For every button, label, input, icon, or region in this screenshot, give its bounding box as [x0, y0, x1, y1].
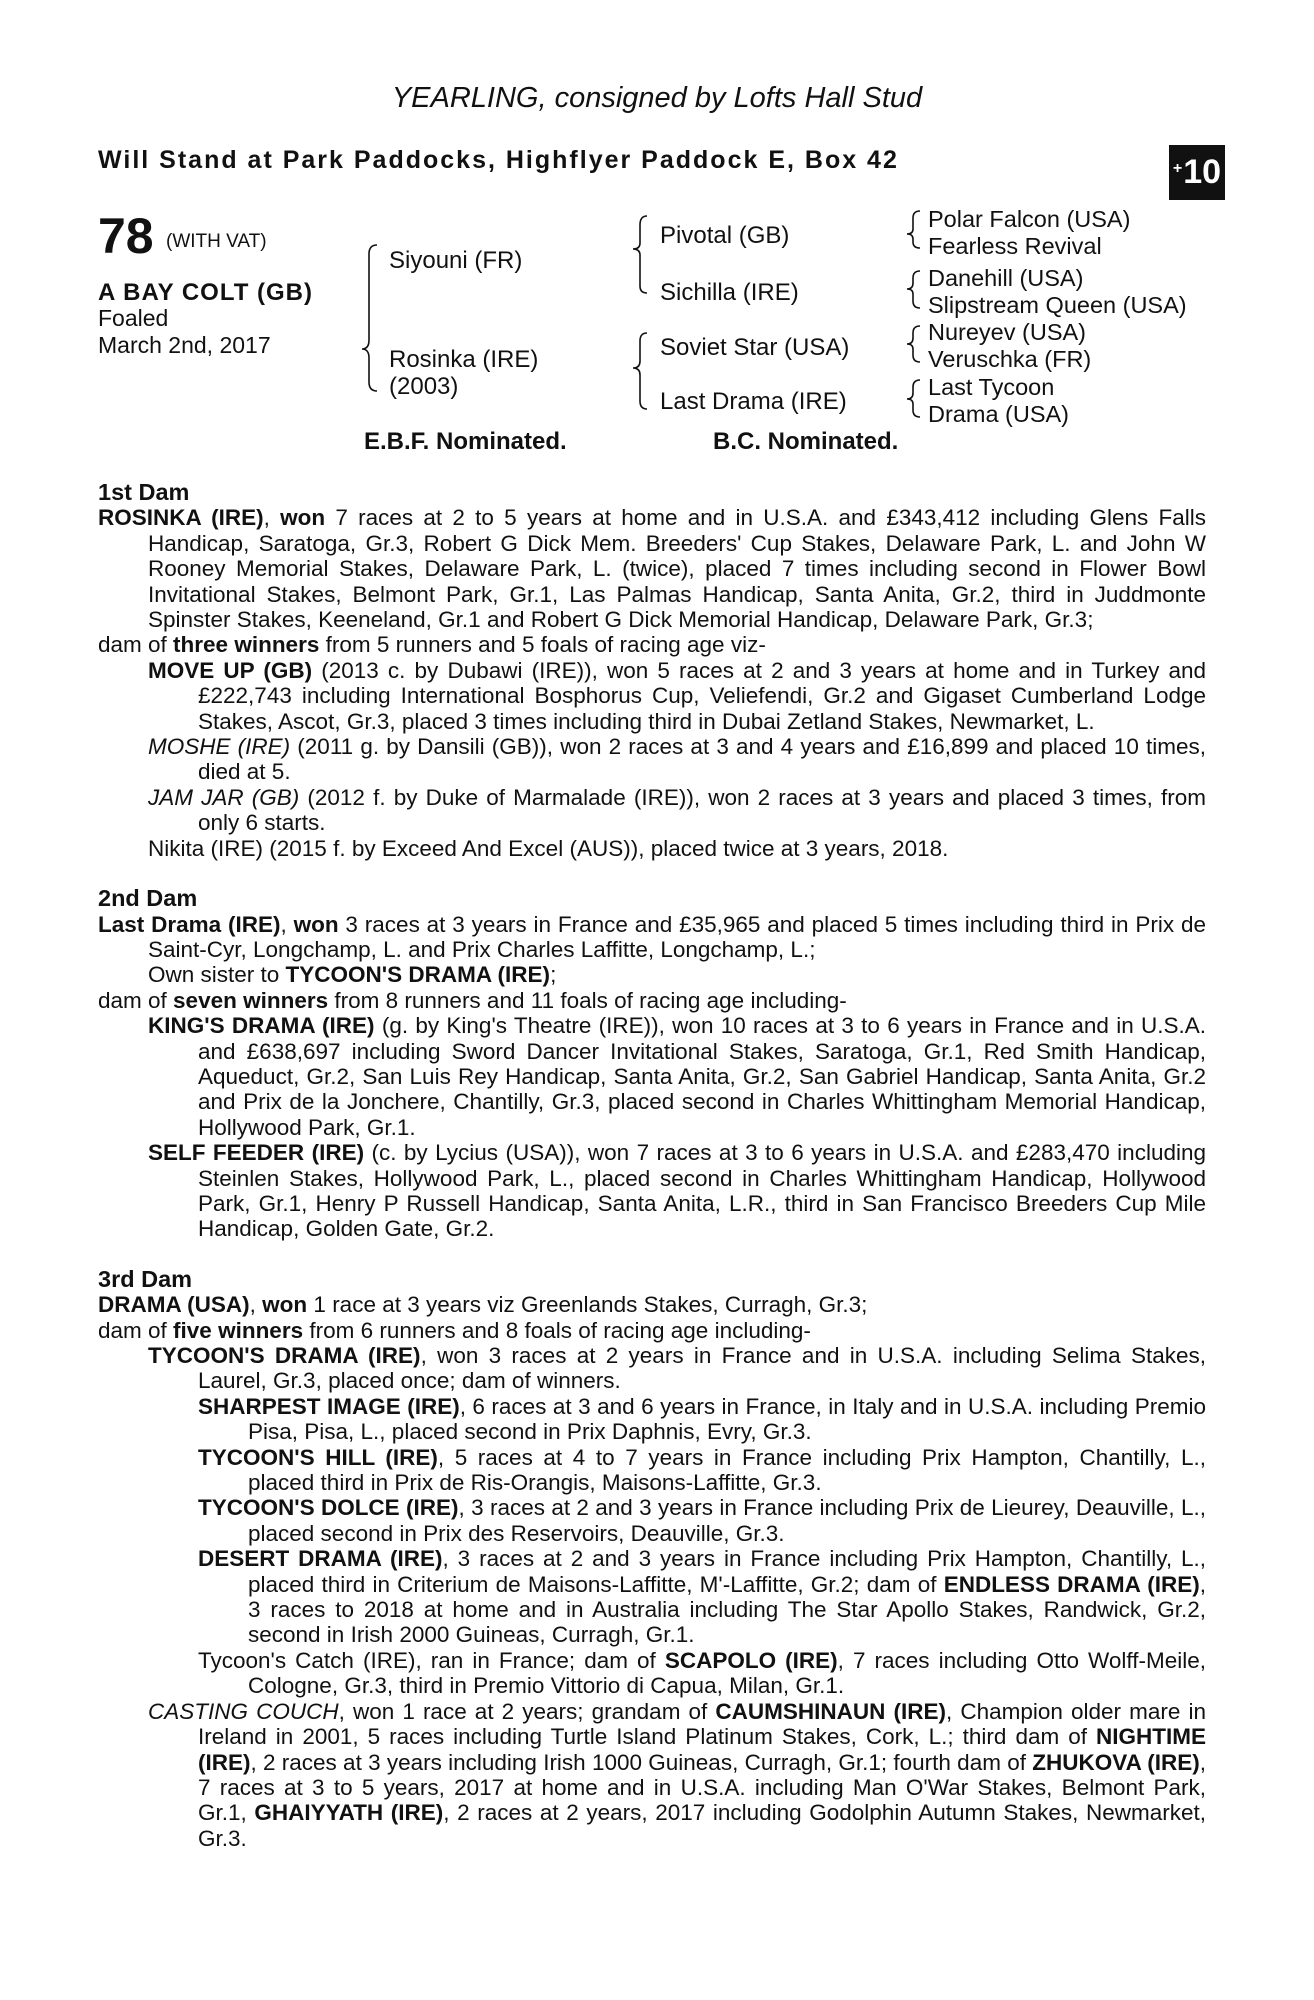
- progeny-text: (2013 c. by Dubawi (IRE)), won 5 races at 2 and 3 years at home and in Turkey and £222,743 including International Bosphorus Cup, Veliefendi, Gr.2 and Gigaset Cumberland Lodge Stakes, Ascot, Gr.3, placed 3 times including third in Dubai Zetland Stakes, Newmarket, L.: [198, 657, 1206, 734]
- progeny-text: , 7 races at 3 to 5 years, 2017 at home and in U.S.A. including Man O'War Stakes, Belmont Park, Gr.1,: [198, 1749, 1206, 1826]
- first-dam-name: ROSINKA (IRE): [98, 505, 264, 531]
- location-line: Will Stand at Park Paddocks, Highflyer Paddock E, Box 42: [98, 146, 899, 174]
- progeny-name: MOVE UP (GB): [148, 657, 313, 683]
- bracket-gen3-3: [907, 326, 920, 362]
- progeny-text: , 2 races at 3 years including Irish 1000 Guineas, Curragh, Gr.1; fourth dam of: [250, 1749, 1033, 1775]
- bracket-gen1: [362, 245, 377, 391]
- progeny-name: JAM JAR (GB): [148, 784, 300, 810]
- progeny-name: KING'S DRAMA (IRE): [148, 1013, 375, 1039]
- sister-name: TYCOON'S DRAMA (IRE): [285, 962, 551, 988]
- progeny-move-up: [98, 658, 1206, 734]
- bracket-gen3-4: [907, 380, 920, 417]
- progeny-kings-drama: [98, 1013, 1206, 1140]
- pedigree-gen3-4: Slipstream Queen (USA): [928, 292, 1187, 318]
- bracket-gen3-1: [907, 211, 920, 248]
- progeny-name: Tycoon's Catch (IRE): [198, 1647, 416, 1673]
- third-dam-won: won: [262, 1292, 308, 1318]
- pedigree-dam: Rosinka (IRE): [389, 346, 539, 373]
- bracket-gen2-bottom: [633, 333, 647, 409]
- second-dam-name: Last Drama (IRE): [98, 911, 281, 937]
- sister-prefix: Own sister to: [148, 962, 286, 988]
- first-dam-produce: [98, 632, 1206, 657]
- badge-mark: +: [1172, 159, 1183, 177]
- progeny-name: TYCOON'S DOLCE (IRE): [198, 1495, 459, 1521]
- dam-of-suffix: from 6 runners and 8 foals of racing age including-: [303, 1317, 811, 1343]
- dam-of-suffix: from 8 runners and 11 foals of racing age including-: [328, 987, 847, 1013]
- pedigree-sire-dam: Sichilla (IRE): [660, 279, 799, 306]
- progeny-child-name: ENDLESS DRAMA (IRE): [943, 1571, 1200, 1597]
- bc-nomination: B.C. Nominated.: [713, 428, 899, 455]
- progeny-nikita: [98, 836, 1206, 861]
- descendant-name: CAUMSHINAUN (IRE): [715, 1698, 946, 1724]
- progeny-tycoons-drama: [98, 1343, 1206, 1394]
- third-dam-name: DRAMA (USA): [98, 1292, 250, 1318]
- third-dam-record-text: 1 race at 3 years viz Greenlands Stakes, Curragh, Gr.3;: [307, 1292, 868, 1318]
- progeny-child-text: , 3 races to 2018 at home and in Australia including The Star Apollo Stakes, Randwick, Gr.2, second in Irish 2000 Guineas, Curragh, Gr.1.: [248, 1571, 1207, 1648]
- first-dam-heading: 1st Dam: [98, 479, 190, 505]
- first-dam-record: ROSINKA (IRE), won 7 races at 2 to 5 years at home and in U.S.A. and £343,412 including Glens Falls Handicap, Saratoga, Gr.3, Robert G Dick Mem. Breeders' Cup Stakes, Delaware Park, L. and John W Rooney Memorial Stakes, Delaware Park, L. (twice), placed 7 times including second in Flower Bowl Invitational Stakes, Belmont Park, Gr.1, Las Palmas Handicap, Santa Anita, Gr.2, third in Juddmonte Spinster Stakes, Keeneland, Gr.1 and Robert G Dick Memorial Handicap, Delaware Park, Gr.3;: [98, 505, 1206, 633]
- lot-number: 78: [98, 208, 154, 264]
- second-dam-winners: seven winners: [173, 987, 329, 1013]
- third-dam-record: DRAMA (USA), won 1 race at 3 years viz Greenlands Stakes, Curragh, Gr.3;: [98, 1292, 868, 1318]
- first-dam-won: won: [280, 505, 326, 531]
- descendant-name: NIGHTIME (IRE): [198, 1724, 1206, 1775]
- pedigree-gen3-7: Last Tycoon: [928, 374, 1055, 400]
- progeny-text: (2012 f. by Duke of Marmalade (IRE)), won 2 races at 3 years and placed 3 times, from only 6 starts.: [198, 784, 1206, 836]
- progeny-name: TYCOON'S DRAMA (IRE): [148, 1343, 421, 1368]
- progeny-text: , won 3 races at 2 years in France and in U.S.A. including Selima Stakes, Laurel, Gr.3, placed once; dam of winners.: [198, 1343, 1206, 1394]
- progeny-text: , Champion older mare in Ireland in 2001, 5 races including Turtle Island Platinum Stakes, Cork, L.; third dam of: [198, 1698, 1206, 1750]
- first-dam-record-text: 7 races at 2 to 5 years at home and in U.S.A. and £343,412 including Glens Falls Handicap, Saratoga, Gr.3, Robert G Dick Mem. Breeders' Cup Stakes, Delaware Park, L. and John W Rooney Memorial Stakes, Delaware Park, L. (twice), placed 7 times including second in Flower Bowl Invitational Stakes, Belmont Park, Gr.1, Las Palmas Handicap, Santa Anita, Gr.2, third in Juddmonte Spinster Stakes, Keeneland, Gr.1 and Robert G Dick Memorial Handicap, Delaware Park, Gr.3;: [148, 505, 1206, 633]
- dam-of-prefix: dam of: [98, 1317, 174, 1343]
- second-dam-produce: [98, 988, 1206, 1013]
- progeny-text: , ran in France; dam of: [415, 1647, 665, 1673]
- pedigree-sire: Siyouni (FR): [389, 247, 523, 274]
- progeny-name: SELF FEEDER (IRE): [148, 1140, 365, 1166]
- progeny-text: , 3 races at 2 and 3 years in France including Prix de Lieurey, Deauville, L., placed second in Prix des Reservoirs, Deauville, Gr.3.: [248, 1495, 1206, 1546]
- progeny-text: , 2 races at 2 years, 2017 including Godolphin Autumn Stakes, Newmarket, Gr.3.: [198, 1800, 1207, 1851]
- progeny-text: , won 1 race at 2 years; grandam of: [338, 1698, 716, 1724]
- progeny-name: DESERT DRAMA (IRE): [198, 1546, 443, 1572]
- dam-of-prefix: dam of: [98, 632, 174, 658]
- descendant-name: ZHUKOVA (IRE): [1032, 1749, 1200, 1775]
- progeny-desert-drama: [98, 1546, 1206, 1648]
- progeny-name: MOSHE (IRE): [148, 734, 291, 760]
- progeny-child-text: , 7 races including Otto Wolff-Meile, Cologne, Gr.3, third in Premio Vittorio di Capua, Milan, Gr.1.: [248, 1647, 1206, 1699]
- third-dam-produce: [98, 1318, 1206, 1343]
- second-dam-won: won: [293, 911, 339, 937]
- progeny-name: CASTING COUCH: [148, 1698, 339, 1724]
- progeny-self-feeder: [98, 1140, 1206, 1242]
- third-dam-winners: five winners: [173, 1317, 304, 1343]
- badge-number: 10: [1183, 153, 1222, 191]
- descendant-name: GHAIYYATH (IRE): [254, 1800, 444, 1826]
- third-dam-heading: 3rd Dam: [98, 1265, 193, 1292]
- pedigree-dam-year: (2003): [389, 373, 459, 400]
- pedigree-dam-dam: Last Drama (IRE): [660, 388, 847, 415]
- progeny-name: TYCOON'S HILL (IRE): [198, 1444, 438, 1470]
- foaled-date: March 2nd, 2017: [98, 332, 271, 358]
- lot-description: A BAY COLT (GB): [98, 279, 314, 306]
- page-heading: YEARLING, consigned by Lofts Hall Stud: [391, 82, 923, 114]
- pedigree-dam-sire: Soviet Star (USA): [660, 334, 850, 361]
- progeny-text: , 3 races at 2 and 3 years in France including Prix Hampton, Chantilly, L., placed third in Criterium de Maisons-Laffitte, M'-Laffitte, Gr.2; dam of: [248, 1546, 1206, 1597]
- pedigree-gen3-2: Fearless Revival: [928, 233, 1102, 259]
- first-dam-winners: three winners: [173, 632, 320, 658]
- pedigree-gen3-8: Drama (USA): [928, 401, 1070, 427]
- sister-suffix: ;: [550, 962, 557, 988]
- progeny-tycoons-hill: [98, 1445, 1206, 1496]
- pedigree-gen3-6: Veruschka (FR): [928, 346, 1092, 372]
- pedigree-gen3-5: Nureyev (USA): [928, 319, 1087, 345]
- pedigree-gen3-1: Polar Falcon (USA): [928, 206, 1131, 232]
- pedigree-gen3-3: Danehill (USA): [928, 265, 1084, 291]
- progeny-text: , 5 races at 4 to 7 years in France including Prix Hampton, Chantilly, L., placed third in Prix de Ris-Orangis, Maisons-Laffitte, Gr.3.: [248, 1444, 1206, 1496]
- vat-label: (WITH VAT): [166, 231, 267, 252]
- progeny-tycoons-catch: [98, 1648, 1206, 1699]
- progeny-name: SHARPEST IMAGE (IRE): [198, 1393, 460, 1419]
- second-dam-record-text: 3 races at 3 years in France and £35,965 and placed 5 times including third in Prix de Saint-Cyr, Longchamp, L. and Prix Charles Laffitte, Longchamp, L.;: [148, 911, 1207, 962]
- foaled-label: Foaled: [98, 305, 169, 331]
- progeny-child-name: SCAPOLO (IRE): [664, 1647, 838, 1673]
- second-dam-heading: 2nd Dam: [98, 885, 198, 912]
- progeny-moshe: [98, 734, 1206, 785]
- progeny-casting-couch: [98, 1699, 1206, 1851]
- bracket-gen2-top: [633, 216, 647, 293]
- progeny-tycoons-dolce: [98, 1495, 1206, 1546]
- progeny-text: , 6 races at 3 and 6 years in France, in Italy and in U.S.A. including Premio Pisa, Pisa, L., placed second in Prix Daphnis, Evry, Gr.3.: [248, 1393, 1206, 1445]
- progeny-sharpest-image: [98, 1394, 1206, 1445]
- progeny-text: (c. by Lycius (USA)), won 7 races at 3 to 6 years in U.S.A. and £283,470 including Steinlen Stakes, Hollywood Park, L., placed second in Charles Whittingham Handicap, Hollywood Park, Gr.1, Henry P Russell Handicap, Santa Anita, L.R., third in San Francisco Breeders Cup Mile Handicap, Golden Gate, Gr.2.: [198, 1140, 1206, 1242]
- pedigree-sire-sire: Pivotal (GB): [660, 222, 790, 249]
- progeny-jam-jar: [98, 785, 1206, 836]
- progeny-text: (2015 f. by Exceed And Excel (AUS)), placed twice at 3 years, 2018.: [263, 835, 949, 861]
- second-dam-record: Last Drama (IRE), won 3 races at 3 years in France and £35,965 and placed 5 times including third in Prix de Saint-Cyr, Longchamp, L. and Prix Charles Laffitte, Longchamp, L.; Own sister to TYCOON'S DRAMA (IRE);: [98, 911, 1207, 988]
- progeny-text: (2011 g. by Dansili (GB)), won 2 races at 3 and 4 years and £16,899 and placed 10 times, died at 5.: [198, 734, 1206, 785]
- progeny-text: (g. by King's Theatre (IRE)), won 10 races at 3 to 6 years in France and in U.S.A. and £638,697 including Sword Dancer Invitational Stakes, Saratoga, Gr.1, Red Smith Handicap, Aqueduct, Gr.2, San Luis Rey Handicap, Santa Anita, Gr.2, San Gabriel Handicap, Santa Anita, Gr.2 and Prix de la Jonchere, Chantilly, Gr.3, placed second in Charles Whittingham Memorial Handicap, Hollywood Park, Gr.1.: [198, 1013, 1206, 1140]
- dam-of-suffix: from 5 runners and 5 foals of racing age viz-: [319, 632, 766, 658]
- dam-of-prefix: dam of: [98, 987, 174, 1013]
- bracket-gen3-2: [907, 271, 920, 308]
- ebf-nomination: E.B.F. Nominated.: [364, 428, 567, 455]
- catalogue-body: [98, 480, 1206, 1851]
- progeny-name: Nikita (IRE): [148, 835, 264, 861]
